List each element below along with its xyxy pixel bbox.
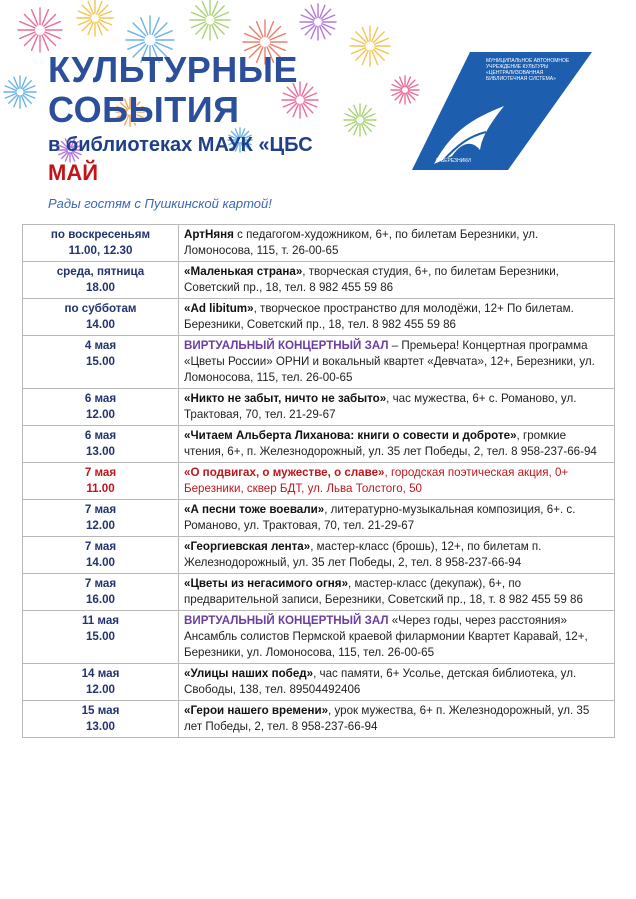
event-description: , творческая студия, 6+, по билетам Березники, Советский пр., 18, тел. 8 982 455 59 86 xyxy=(184,265,559,294)
event-info-cell xyxy=(179,537,615,574)
event-info-cell xyxy=(179,389,615,426)
event-date: 15 мая xyxy=(81,704,120,717)
event-time: 11.00, 12.30 xyxy=(68,244,133,257)
event-title: «Цветы из негасимого огня» xyxy=(184,577,349,590)
event-title: «Улицы наших побед» xyxy=(184,667,314,680)
event-datetime-cell xyxy=(23,262,179,299)
table-row xyxy=(23,664,615,701)
event-info-cell xyxy=(179,299,615,336)
event-date: 7 мая xyxy=(84,540,117,553)
event-description: , мастер-класс (брошь), 12+, по билетам п. Железнодорожный, ул. 35 лет Победы, 2, тел. 8 958-237-66-94 xyxy=(184,540,542,569)
event-date: 7 мая xyxy=(84,503,117,516)
event-description: с педагогом-художником, 6+, по билетам Березники, ул. Ломоносова, 115, т. 26-00-65 xyxy=(184,228,539,257)
event-time: 15.00 xyxy=(85,355,115,368)
event-datetime-cell xyxy=(23,574,179,611)
event-description: , час мужества, 6+ с. Романово, ул. Трактовая, 70, тел. 21-29-67 xyxy=(184,392,577,421)
event-date: среда, пятница xyxy=(56,265,145,278)
event-datetime-cell xyxy=(23,500,179,537)
event-time: 13.00 xyxy=(85,720,115,733)
event-time: 12.00 xyxy=(85,408,115,421)
event-date: по воскресеньям xyxy=(50,228,151,241)
event-date: 6 мая xyxy=(84,429,117,442)
event-description: , городская поэтическая акция, 0+ Березники, сквер БДТ, ул. Льва Толстого, 50 xyxy=(184,466,569,495)
event-info-cell xyxy=(179,611,615,664)
event-time: 11.00 xyxy=(86,482,115,495)
table-row xyxy=(23,574,615,611)
event-date: 11 мая xyxy=(81,614,120,627)
event-title: «Георгиевская лента» xyxy=(184,540,311,553)
event-title: ВИРТУАЛЬНЫЙ КОНЦЕРТНЫЙ ЗАЛ xyxy=(184,339,389,352)
event-datetime-cell xyxy=(23,336,179,389)
event-info-cell xyxy=(179,500,615,537)
event-date: 4 мая xyxy=(84,339,117,352)
events-table xyxy=(22,224,615,738)
event-datetime-cell xyxy=(23,664,179,701)
event-datetime-cell xyxy=(23,537,179,574)
month-label: МАЙ xyxy=(48,160,99,185)
event-description: , литературно-музыкальная композиция, 6+. с. Романово, ул. Трактовая, 70, тел. 21-29-67 xyxy=(184,503,576,532)
event-info-cell xyxy=(179,426,615,463)
table-row xyxy=(23,389,615,426)
event-description: , творческое пространство для молодёжи, 12+ По билетам. Березники, Советский пр., 18, тел. 8 982 455 59 86 xyxy=(184,302,574,331)
table-row xyxy=(23,537,615,574)
event-datetime-cell xyxy=(23,611,179,664)
event-time: 12.00 xyxy=(85,519,115,532)
event-description: , час памяти, 6+ Усолье, детская библиотека, ул. Свободы, 138, тел. 89504492406 xyxy=(184,667,577,696)
table-row xyxy=(23,426,615,463)
event-description: , урок мужества, 6+ п. Железнодорожный, ул. 35 лет Победы, 2, тел. 8 958-237-66-94 xyxy=(184,704,590,733)
event-time: 13.00 xyxy=(85,445,115,458)
event-datetime-cell xyxy=(23,389,179,426)
event-info-cell xyxy=(179,664,615,701)
logo-city: Г. БЕРЕЗНИКИ xyxy=(436,158,471,164)
page-subtitle: в библиотеках МАУК «ЦБС xyxy=(48,134,313,156)
event-info-cell xyxy=(179,225,615,262)
event-date: 7 мая xyxy=(84,577,117,590)
event-info-cell xyxy=(179,463,615,500)
event-time: 14.00 xyxy=(85,556,115,569)
event-time: 16.00 xyxy=(85,593,115,606)
event-date: по субботам xyxy=(64,302,137,315)
event-datetime-cell xyxy=(23,463,179,500)
event-info-cell xyxy=(179,262,615,299)
event-description: , мастер-класс (декупаж), 6+, по предварительной записи, Березники, Советский пр., 18, т. 8 982 455 59 86 xyxy=(184,577,583,606)
event-datetime-cell xyxy=(23,299,179,336)
table-row xyxy=(23,336,615,389)
event-title: «Герои нашего времени» xyxy=(184,704,329,717)
event-title: «Читаем Альберта Лиханова: книги о совести и доброте» xyxy=(184,429,517,442)
event-title: ВИРТУАЛЬНЫЙ КОНЦЕРТНЫЙ ЗАЛ xyxy=(184,614,389,627)
event-title: «Ad libitum» xyxy=(184,302,254,315)
table-row xyxy=(23,463,615,500)
event-title: «Маленькая страна» xyxy=(184,265,303,278)
table-row xyxy=(23,701,615,738)
event-info-cell xyxy=(179,574,615,611)
event-title: «Никто не забыт, ничто не забыто» xyxy=(184,392,387,405)
logo-text: МУНИЦИПАЛЬНОЕ АВТОНОМНОЕ УЧРЕЖДЕНИЕ КУЛЬТУРЫ «ЦЕНТРАЛИЗОВАННАЯ БИБЛИОТЕЧНАЯ СИСТЕМА» xyxy=(486,58,570,82)
table-row xyxy=(23,299,615,336)
page-title-line1: КУЛЬТУРНЫЕ xyxy=(48,49,299,90)
event-date: 6 мая xyxy=(84,392,117,405)
event-description: – Премьера! Концертная программа «Цветы России» ОРНИ и вокальный квартет «Девчата», 12+, Березники, ул. Ломоносова, 115, тел. 26-00-65 xyxy=(184,339,595,384)
event-time: 18.00 xyxy=(85,281,115,294)
event-time: 14.00 xyxy=(85,318,115,331)
pushkin-card-note: Рады гостям с Пушкинской картой! xyxy=(48,196,272,211)
event-time: 12.00 xyxy=(85,683,115,696)
page-title-line2: СОБЫТИЯ xyxy=(48,89,240,130)
event-date: 14 мая xyxy=(81,667,120,680)
table-row xyxy=(23,225,615,262)
event-title: «А песни тоже воевали» xyxy=(184,503,325,516)
event-datetime-cell xyxy=(23,225,179,262)
event-datetime-cell xyxy=(23,426,179,463)
table-row xyxy=(23,611,615,664)
event-info-cell xyxy=(179,336,615,389)
event-datetime-cell xyxy=(23,701,179,738)
event-title: «О подвигах, о мужестве, о славе» xyxy=(184,466,385,479)
event-date: 7 мая xyxy=(84,466,117,479)
event-title: АртНяня xyxy=(184,228,234,241)
event-description: «Через годы, через расстояния» Ансамбль солистов Пермской краевой филармонии Квартет Каравай, 12+, Березники, ул. Ломоносова, 115, тел. 26-00-65 xyxy=(184,614,588,659)
table-row xyxy=(23,262,615,299)
event-description: , громкие чтения, 6+, п. Железнодорожный, ул. 35 лет Победы, 2, тел. 8 958-237-66-94 xyxy=(184,429,597,458)
event-info-cell xyxy=(179,701,615,738)
event-time: 15.00 xyxy=(85,630,115,643)
table-row xyxy=(23,500,615,537)
page-header xyxy=(0,0,636,222)
